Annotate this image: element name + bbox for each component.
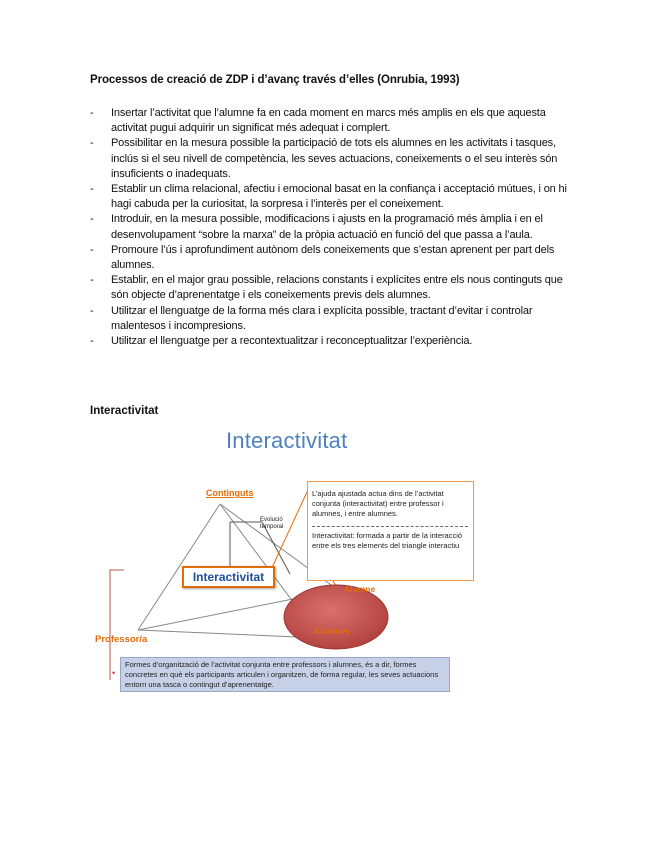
label-evolucio-temporal: Evolució temporal [260, 517, 284, 530]
connector-line [270, 492, 307, 572]
info-text-interactivitat: Interactivitat: formada a partir de la interacció entre els tres elements del triangle interactiu [312, 531, 463, 550]
list-item: - Promoure l’ús i aprofundiment autònom dels coneixements que s’estan aprenent per part dels alumnes. [90, 243, 570, 273]
info-divider [312, 526, 468, 527]
definition-box: Formes d’organització de l’activitat conjunta entre professors i alumnes, és a dir, formes concretes en què els participants articulen i organitzen, de forma regular, les seves actuacions entorn una tasca o contingut d’aprenentatge. [120, 657, 450, 692]
students-ellipse [284, 585, 388, 649]
label-continguts: Continguts [206, 488, 254, 498]
bullet-list [90, 106, 570, 349]
list-item: - Utilitzar el llenguatge de la forma més clara i explícita possible, tractant d’evitar i controlar malentesos i incompresions. [90, 304, 570, 334]
list-item: - Introduir, en la mesura possible, modificacions i ajusts en la programació més àmplia i en el desenvolupament “sobre la marxa” de la pròpia actuació en funció del que passa a l’aula. [90, 212, 570, 242]
list-item: - Establir, en el major grau possible, relacions constants i explícites entre els nous continguts que són objecte d’aprenentatge i els coneixements previs dels alumnes. [90, 273, 570, 303]
bullet-dot-icon: • [112, 668, 116, 678]
diagram-title: Interactivitat [226, 428, 348, 453]
list-item: - Utilitzar el llenguatge per a recontextualitzar i reconceptualitzar l’experiència. [90, 334, 570, 349]
list-item: - Insertar l’activitat que l’alumne fa en cada moment en marcs més amplis en els que aquesta activitat pugui adquirir un significat més adequat i complert. [90, 106, 570, 136]
list-item: - Establir un clima relacional, afectiu i emocional basat en la confiança i acceptació mútues, i on hi hagi cabuda per la curiositat, la sorpresa i l’interès per el coneixement. [90, 182, 570, 212]
subsection-heading: Interactivitat [90, 405, 159, 417]
interactivity-diagram [80, 424, 480, 704]
info-text-ajuda: L’ajuda ajustada actua dins de l’activitat conjunta (interactivitat) entre professor i alumnes, i entre alumnes. [312, 489, 444, 518]
label-alumnes: Alumnes [314, 626, 350, 636]
info-callout-box [307, 481, 474, 581]
interactivitat-label-box: Interactivitat [182, 566, 275, 588]
section-heading: Processos de creació de ZDP i d’avanç través d’elles (Onrubia, 1993) [90, 74, 460, 86]
label-alumne: Alumne [344, 584, 376, 594]
list-item: - Possibilitar en la mesura possible la participació de tots els alumnes en les activitats i tasques, inclús si el seu nivell de competència, les seves actuacions, coneixements o el seu interès són insuficients o inadequats. [90, 136, 570, 182]
label-professor: Professor/a [95, 634, 148, 645]
